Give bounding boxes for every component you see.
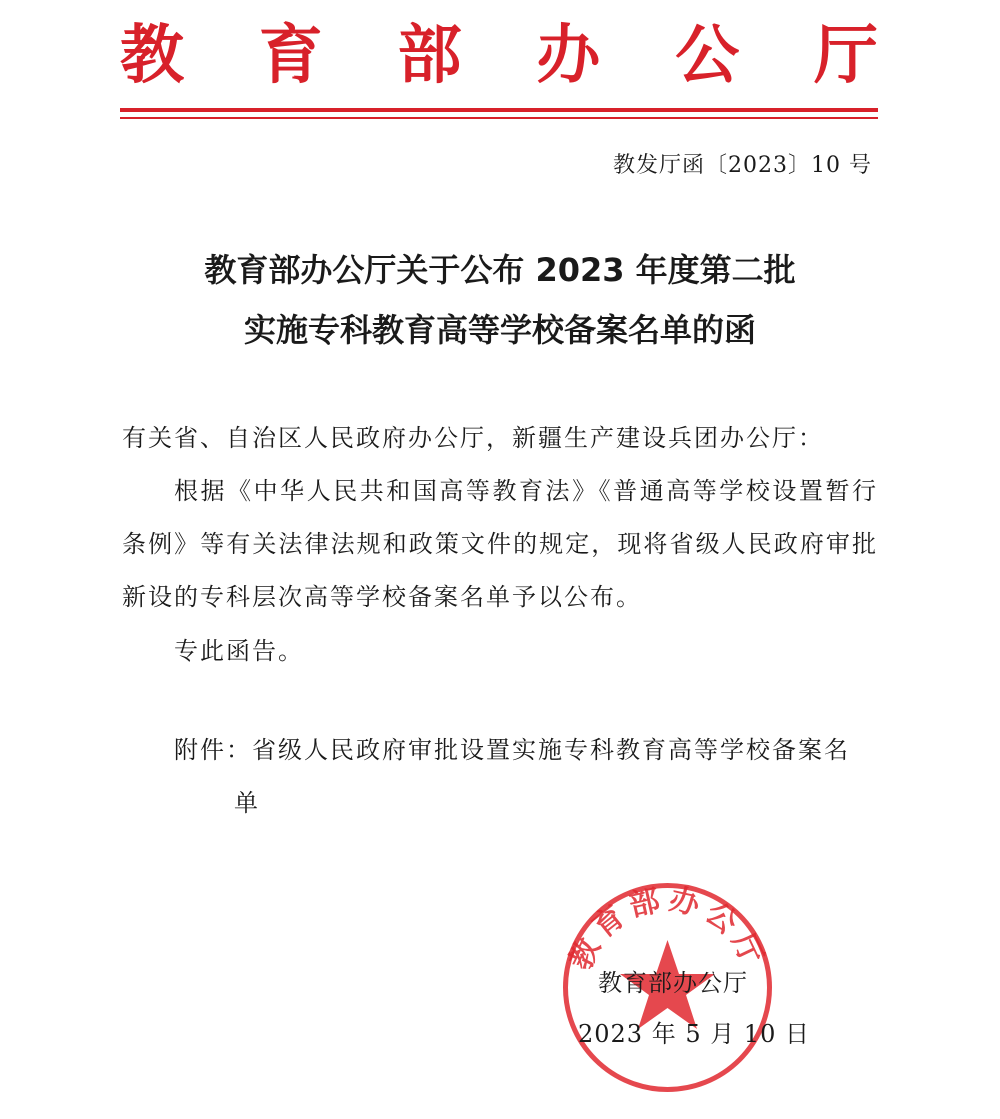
- seal-text: 教育部办公厅: [563, 881, 772, 976]
- masthead-rule-thin: [120, 117, 878, 119]
- document-title: [0, 240, 1000, 360]
- masthead: [120, 20, 878, 92]
- attachment-line-2: 单: [234, 789, 260, 817]
- masthead-char: 育: [258, 19, 323, 93]
- signature-org: 教育部办公厅: [598, 969, 748, 997]
- attachment-note: [174, 724, 880, 830]
- masthead-char: 公: [675, 19, 740, 93]
- masthead-char: 教: [120, 19, 184, 93]
- title-line-1: 教育部办公厅关于公布 2023 年度第二批: [204, 251, 796, 289]
- title-line-2: 实施专科教育高等学校备案名单的函: [243, 311, 756, 349]
- attachment-line-1: 附件：省级人民政府审批设置实施专科教育高等学校备案名: [174, 736, 850, 764]
- signature-date: 2023 年 5 月 10 日: [578, 1020, 811, 1048]
- masthead-char: 办: [536, 19, 601, 93]
- masthead-char: 厅: [813, 19, 878, 93]
- masthead-char: 部: [397, 19, 462, 93]
- body-paragraph: 根据《中华人民共和国高等教育法》《普通高等学校设置暂行条例》等有关法律法规和政策文件的规定，现将省级人民政府审批新设的专科层次高等学校备案名单予以公布。: [122, 477, 878, 611]
- salutation: 有关省、自治区人民政府办公厅，新疆生产建设兵团办公厅：: [122, 424, 824, 452]
- document-number: 教发厅函〔2023〕10 号: [613, 153, 872, 178]
- masthead-rule-thick: [120, 108, 878, 112]
- closing-text: 专此函告。: [174, 637, 304, 665]
